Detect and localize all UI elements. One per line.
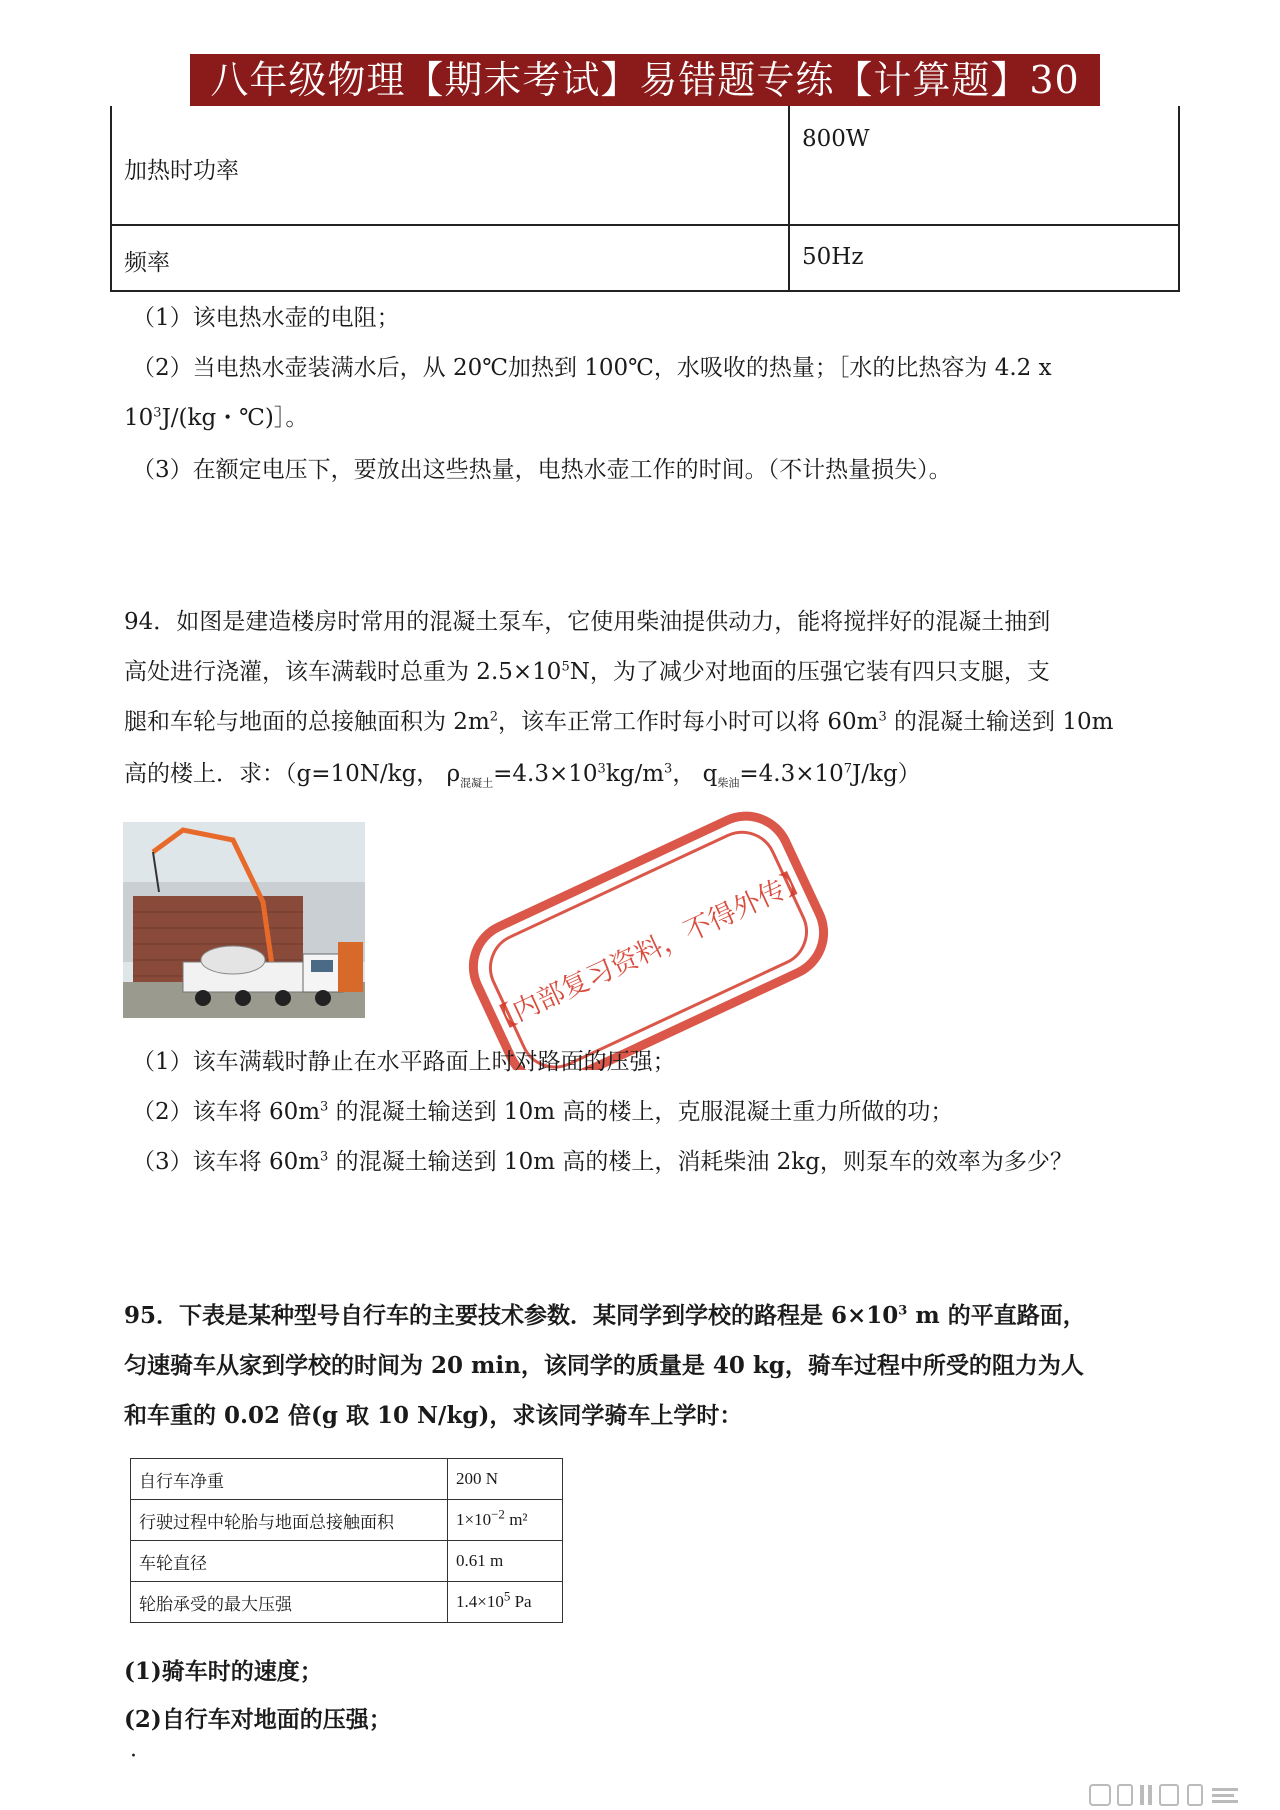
table-cell-value: $1\times 10^{-2}$ m² xyxy=(448,1500,563,1541)
q93-part2: （2）当电热水壶装满水后，从 20℃加热到 100℃，水吸收的热量；［水的比热容为 4.2 x xyxy=(132,355,1052,381)
q94-sub3: （3）该车将 $60m^3$ 的混凝土输送到 10m 高的楼上，消耗柴油 2kg，则泵车的效率为多少？ xyxy=(132,1149,1073,1175)
table-row xyxy=(131,1541,563,1582)
q94-sub1: （1）该车满载时静止在水平路面上时对路面的压强； xyxy=(132,1049,676,1075)
table-cell-label: 车轮直径 xyxy=(131,1541,448,1582)
watermark-stamp xyxy=(455,810,855,1070)
bicycle-spec-table xyxy=(130,1458,563,1623)
table-cell-value: 50Hz xyxy=(802,244,864,270)
q95-sub2: (2)自行车对地面的压强； xyxy=(124,1706,392,1733)
stamp-text: 【内部复习资料，不得外传】 xyxy=(483,862,815,1040)
spec-table xyxy=(110,106,1180,292)
q95-line1: 95．下表是某种型号自行车的主要技术参数．某同学到学校的路程是 $6\times 10^3$ m 的平直路面， xyxy=(124,1302,1086,1329)
table-cell-label: 频率 xyxy=(124,250,170,276)
page-thumbnail-icon xyxy=(1088,1782,1272,1808)
table-cell-value: 200 N xyxy=(448,1459,563,1500)
list-bullet: · xyxy=(130,1744,137,1769)
q94-line2: 高处进行浇灌，该车满载时总重为 $2.5\times 10^5N$，为了减少对地面的压强它装有四只支腿，支 xyxy=(124,659,1050,685)
page-banner-title: 八年级物理【期末考试】易错题专练【计算题】30 题 xyxy=(190,54,1100,106)
table-border xyxy=(110,290,1180,292)
q94-line3: 腿和车轮与地面的总接触面积为 $2m^2$，该车正常工作时每小时可以将 $60m^3$ 的混凝土输送到 10m xyxy=(124,709,1114,735)
table-cell-value: 800W xyxy=(802,126,870,152)
table-cell-value: 0.61 m xyxy=(448,1541,563,1582)
q93-part3: （3）在额定电压下，要放出这些热量，电热水壶工作的时间。（不计热量损失）。 xyxy=(132,457,952,483)
table-row xyxy=(131,1500,563,1541)
table-cell-label: 自行车净重 xyxy=(131,1459,448,1500)
table-cell-label: 行驶过程中轮胎与地面总接触面积 xyxy=(131,1500,448,1541)
table-border xyxy=(110,224,1180,226)
q93-part2-cont: $10^3J/(kg$・℃)］。 xyxy=(124,405,309,431)
q94-line4: 高的楼上．求：（g=10N/kg， $\rho_{混凝土}=4.3\times 10^3kg/m^3$， $q_{柴油}=4.3\times 10^7J/kg$） xyxy=(124,761,921,790)
table-row xyxy=(131,1459,563,1500)
table-row xyxy=(131,1582,563,1623)
q94-sub2: （2）该车将 $60m^3$ 的混凝土输送到 10m 高的楼上，克服混凝土重力所做的功； xyxy=(132,1099,954,1125)
q95-line3: 和车重的 0.02 倍(g 取 10 N/kg)，求该同学骑车上学时： xyxy=(124,1402,743,1429)
table-border xyxy=(788,106,790,292)
table-border xyxy=(1178,106,1180,292)
table-cell-label: 轮胎承受的最大压强 xyxy=(131,1582,448,1623)
q93-part1: （1）该电热水壶的电阻； xyxy=(132,305,400,331)
table-border xyxy=(110,106,112,292)
q95-line2: 匀速骑车从家到学校的时间为 20 min，该同学的质量是 40 kg，骑车过程中所受的阻力为人 xyxy=(124,1352,1084,1379)
q95-sub1: (1)骑车时的速度； xyxy=(124,1658,323,1685)
table-cell-value: $1.4\times 10^5$ Pa xyxy=(448,1582,563,1623)
table-cell-label: 加热时功率 xyxy=(124,158,239,184)
concrete-pump-truck-photo xyxy=(123,822,365,1018)
q94-line1: 94．如图是建造楼房时常用的混凝土泵车，它使用柴油提供动力，能将搅拌好的混凝土抽到 xyxy=(124,609,1051,635)
